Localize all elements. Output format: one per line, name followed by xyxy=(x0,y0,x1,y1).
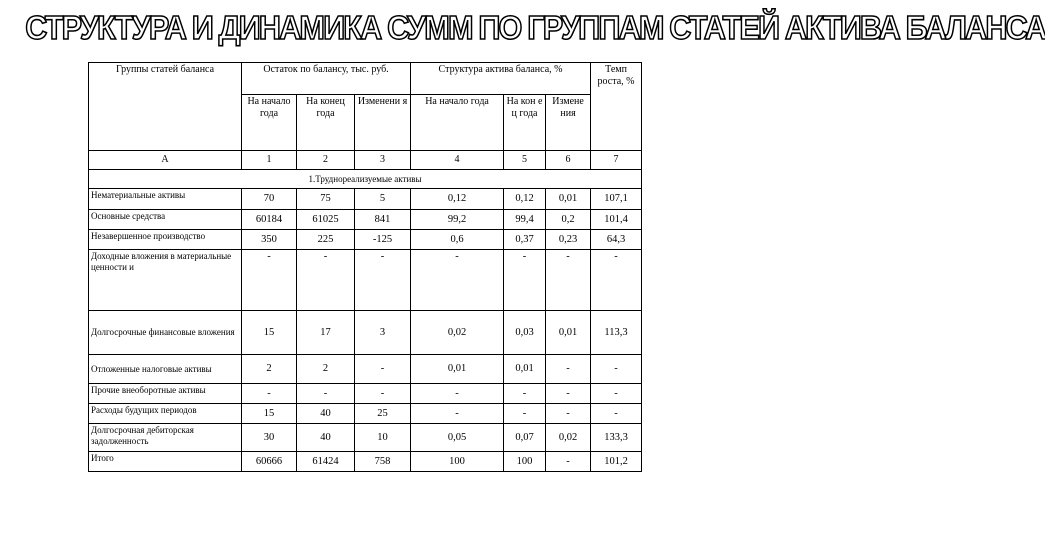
cell: 0,03 xyxy=(504,311,546,355)
header-group: Группы статей баланса xyxy=(89,63,242,151)
row-label: Долгосрочные финансовые вложения xyxy=(89,311,242,355)
section-title: 1.Труднореализуемые активы xyxy=(89,170,642,189)
cell: 75 xyxy=(297,189,355,210)
cell: 99,2 xyxy=(411,210,504,230)
row-label: Расходы будущих периодов xyxy=(89,404,242,424)
cell: - xyxy=(411,384,504,404)
cell: 0,12 xyxy=(504,189,546,210)
header-structure: Структура актива баланса, % xyxy=(411,63,591,95)
cell: -125 xyxy=(355,230,411,250)
header-balance: Остаток по балансу, тыс. руб. xyxy=(242,63,411,95)
cell: 0,37 xyxy=(504,230,546,250)
page-title: СТРУКТУРА И ДИНАМИКА СУММ ПО ГРУППАМ СТАТЕЙ АКТИВА БАЛАНСА xyxy=(25,9,1045,46)
cell: 0,23 xyxy=(546,230,591,250)
cell: 70 xyxy=(242,189,297,210)
cell: - xyxy=(591,384,642,404)
column-number: 4 xyxy=(411,151,504,170)
cell: - xyxy=(297,250,355,311)
cell: - xyxy=(355,250,411,311)
cell: 101,2 xyxy=(591,452,642,472)
column-number: 7 xyxy=(591,151,642,170)
cell: 99,4 xyxy=(504,210,546,230)
cell: 17 xyxy=(297,311,355,355)
cell: - xyxy=(591,355,642,384)
table-row xyxy=(89,230,642,250)
cell: 113,3 xyxy=(591,311,642,355)
row-label: Незавершенное производство xyxy=(89,230,242,250)
cell: 100 xyxy=(504,452,546,472)
cell: 0,12 xyxy=(411,189,504,210)
row-label: Прочие внеоборотные активы xyxy=(89,384,242,404)
column-number: 2 xyxy=(297,151,355,170)
cell: 0,6 xyxy=(411,230,504,250)
cell: 0,2 xyxy=(546,210,591,230)
cell: 40 xyxy=(297,404,355,424)
cell: 225 xyxy=(297,230,355,250)
cell: - xyxy=(411,250,504,311)
cell: - xyxy=(504,250,546,311)
cell: 2 xyxy=(242,355,297,384)
cell: 15 xyxy=(242,404,297,424)
cell: 61424 xyxy=(297,452,355,472)
cell: 841 xyxy=(355,210,411,230)
table-row xyxy=(89,311,642,355)
cell: 30 xyxy=(242,424,297,452)
cell: 350 xyxy=(242,230,297,250)
column-number: 1 xyxy=(242,151,297,170)
cell: 0,07 xyxy=(504,424,546,452)
cell: - xyxy=(546,404,591,424)
table-row xyxy=(89,210,642,230)
cell: 64,3 xyxy=(591,230,642,250)
cell: - xyxy=(546,355,591,384)
table-row-total xyxy=(89,452,642,472)
cell: 40 xyxy=(297,424,355,452)
header-str-end: На кон е ц года xyxy=(504,95,546,151)
column-number: 5 xyxy=(504,151,546,170)
row-label: Итого xyxy=(89,452,242,472)
cell: 0,01 xyxy=(411,355,504,384)
cell: 5 xyxy=(355,189,411,210)
cell: 0,01 xyxy=(546,189,591,210)
header-str-change: Измене ния xyxy=(546,95,591,151)
cell: 0,02 xyxy=(546,424,591,452)
cell: 101,4 xyxy=(591,210,642,230)
cell: 3 xyxy=(355,311,411,355)
cell: 133,3 xyxy=(591,424,642,452)
table-row xyxy=(89,250,642,311)
cell: 0,01 xyxy=(504,355,546,384)
cell: 100 xyxy=(411,452,504,472)
table-row xyxy=(89,384,642,404)
table-row xyxy=(89,355,642,384)
cell: - xyxy=(355,384,411,404)
row-label: Основные средства xyxy=(89,210,242,230)
cell: - xyxy=(355,355,411,384)
cell: 61025 xyxy=(297,210,355,230)
header-growth: Темп роста, % xyxy=(591,63,642,151)
table-row xyxy=(89,189,642,210)
column-number: 3 xyxy=(355,151,411,170)
cell: - xyxy=(504,404,546,424)
cell: 25 xyxy=(355,404,411,424)
cell: - xyxy=(297,384,355,404)
cell: - xyxy=(411,404,504,424)
cell: 60666 xyxy=(242,452,297,472)
row-label: Нематериальные активы xyxy=(89,189,242,210)
cell: 60184 xyxy=(242,210,297,230)
balance-structure-table xyxy=(88,62,642,472)
cell: 0,02 xyxy=(411,311,504,355)
cell: 2 xyxy=(297,355,355,384)
cell: - xyxy=(242,384,297,404)
cell: - xyxy=(546,384,591,404)
column-number: А xyxy=(89,151,242,170)
column-number: 6 xyxy=(546,151,591,170)
header-bal-start: На начало года xyxy=(242,95,297,151)
cell: - xyxy=(546,452,591,472)
cell: - xyxy=(504,384,546,404)
cell: 10 xyxy=(355,424,411,452)
row-label: Долгосрочная дебиторская задолженность xyxy=(89,424,242,452)
cell: 15 xyxy=(242,311,297,355)
row-label: Отложенные налоговые активы xyxy=(89,355,242,384)
cell: 0,01 xyxy=(546,311,591,355)
cell: 758 xyxy=(355,452,411,472)
cell: - xyxy=(591,404,642,424)
header-str-start: На начало года xyxy=(411,95,504,151)
cell: 0,05 xyxy=(411,424,504,452)
cell: 107,1 xyxy=(591,189,642,210)
table-row xyxy=(89,404,642,424)
header-bal-end: На конец года xyxy=(297,95,355,151)
table-row xyxy=(89,424,642,452)
cell: - xyxy=(546,250,591,311)
cell: - xyxy=(591,250,642,311)
row-label: Доходные вложения в материальные ценности и xyxy=(89,250,242,311)
cell: - xyxy=(242,250,297,311)
header-bal-change: Изменени я xyxy=(355,95,411,151)
